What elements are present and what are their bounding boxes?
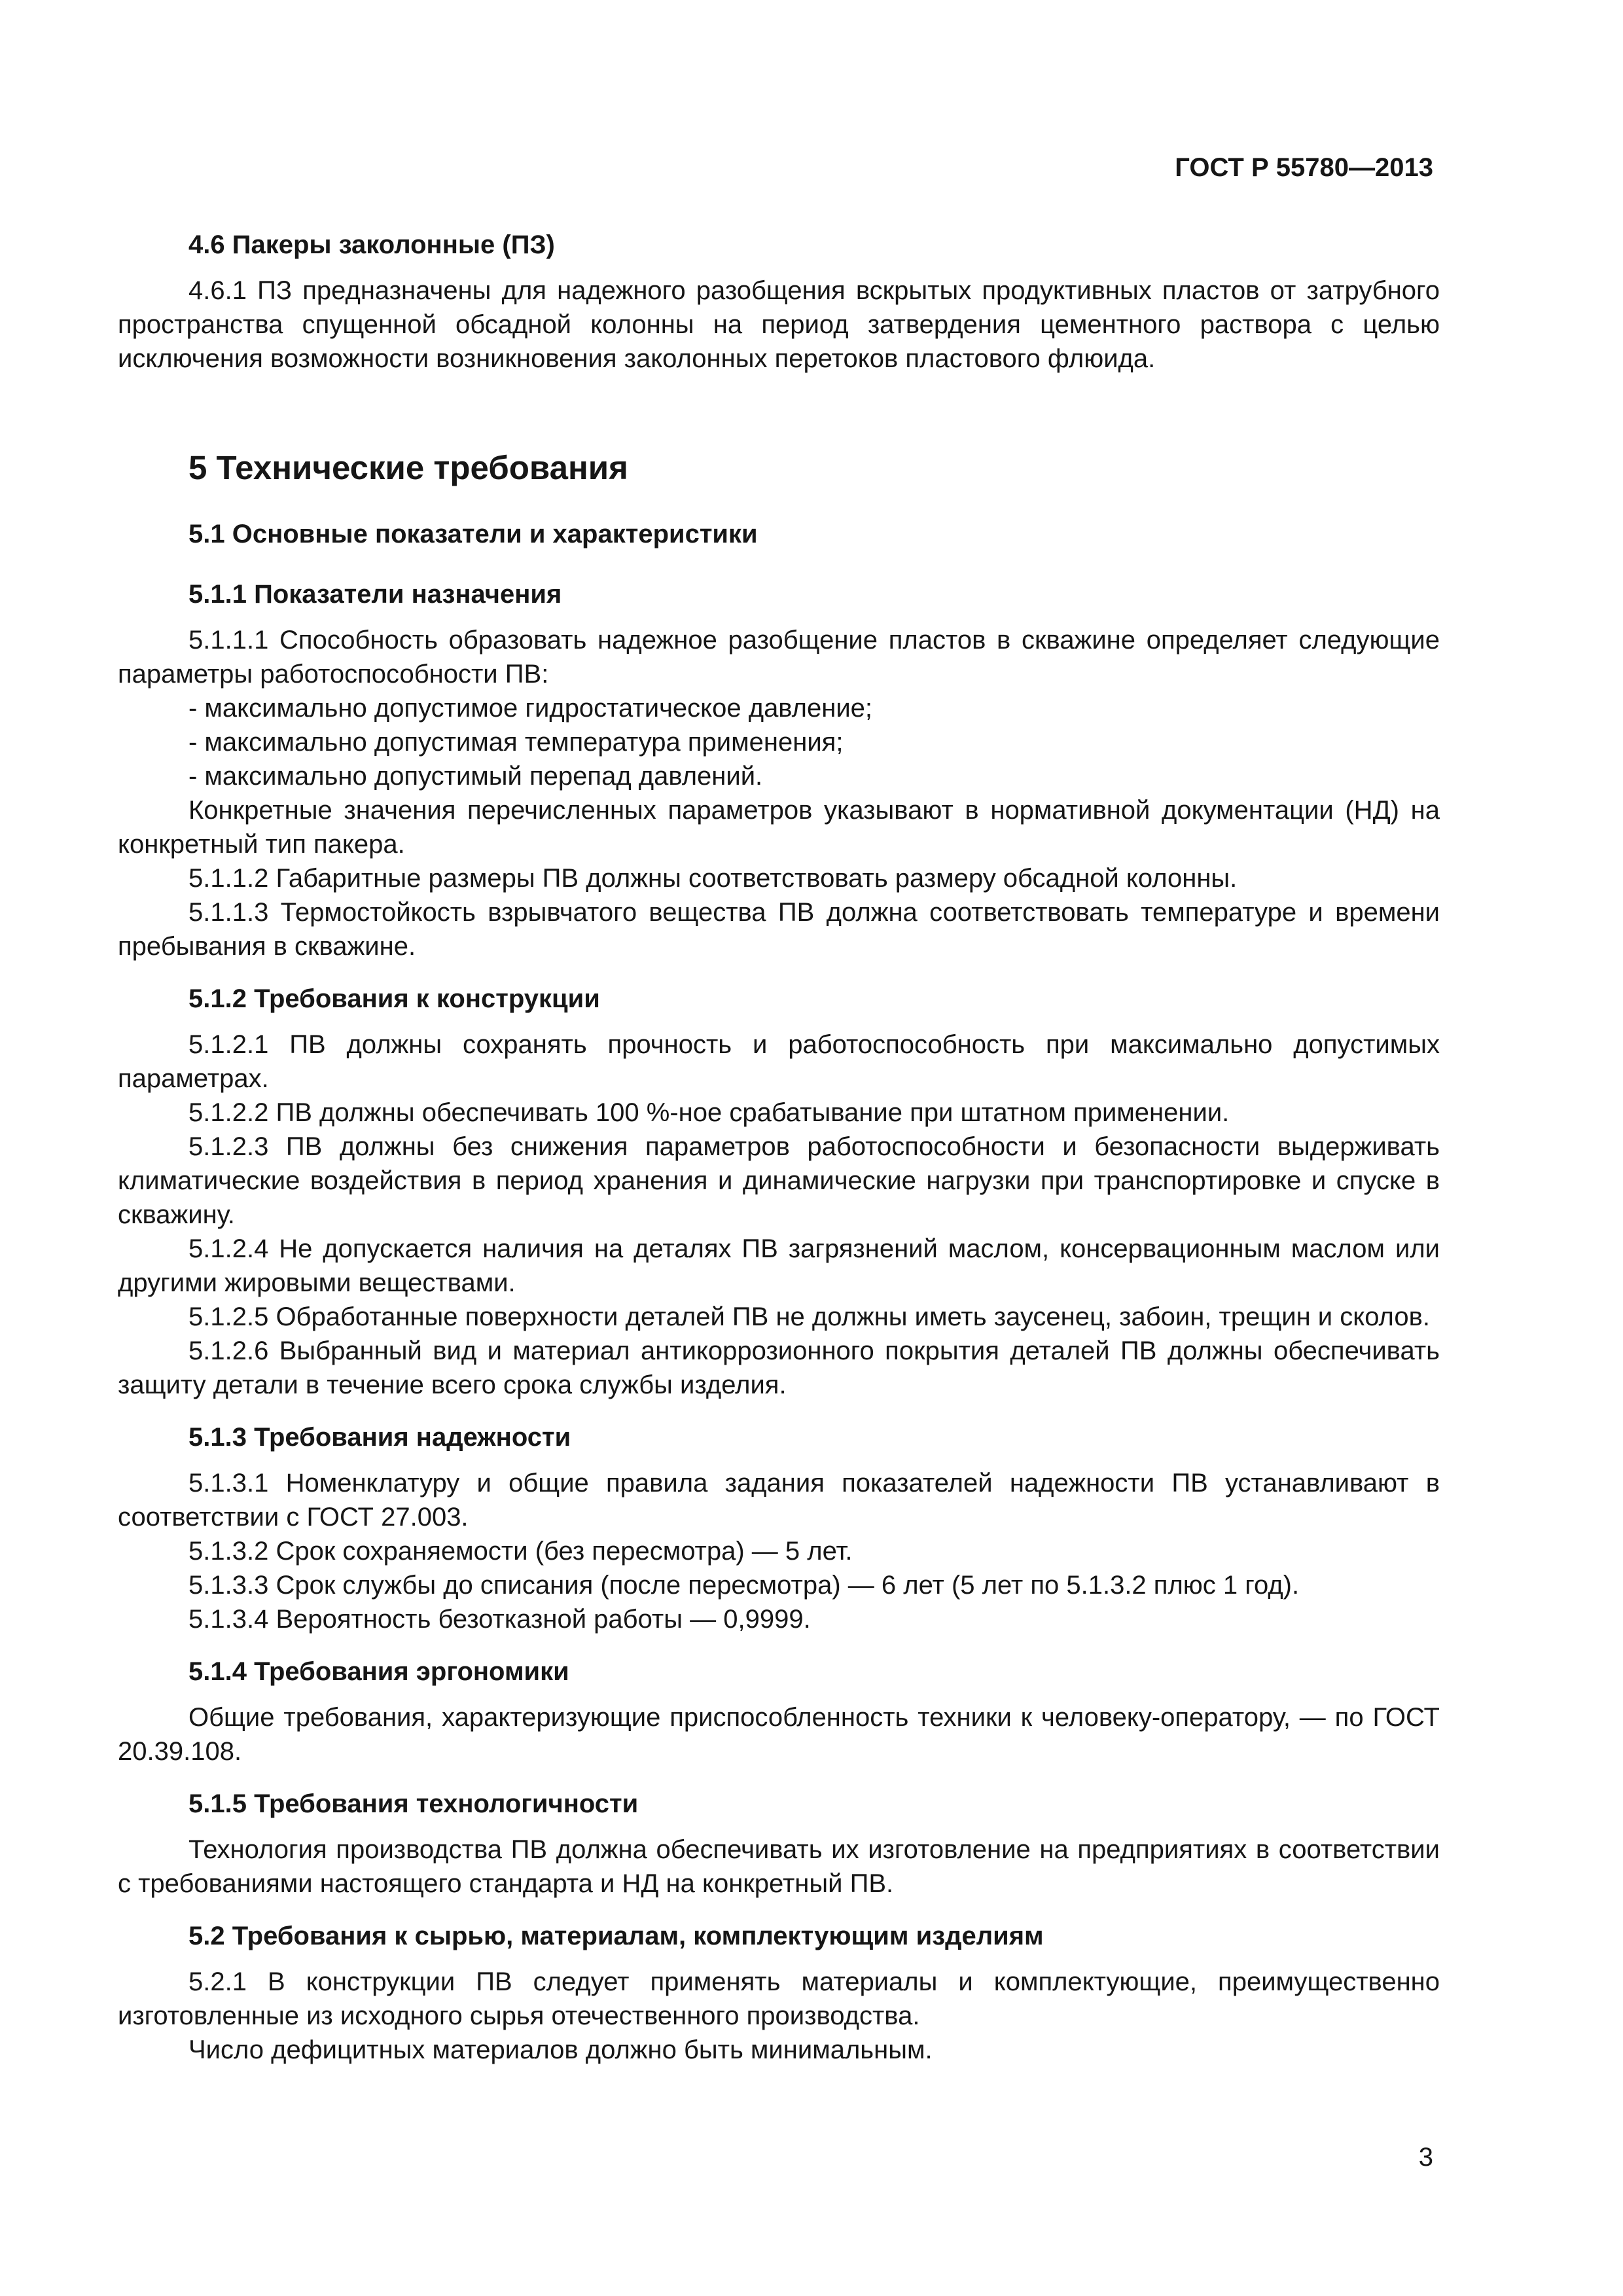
paragraph-4-6-1: 4.6.1 ПЗ предназначены для надежного разобщения вскрытых продуктивных пластов от затрубного пространства спущенной обсадной колонны на период затвердения цементного раствора с целью исключения возможности возникновения заколонных перетоков пластового флюида.: [118, 276, 1440, 373]
paragraph-5-1-2-5: 5.1.2.5 Обработанные поверхности деталей ПВ не должны иметь заусенец, забоин, трещин и сколов.: [188, 1302, 1430, 1331]
paragraph-5-2-1-note: Число дефицитных материалов должно быть минимальным.: [188, 2036, 933, 2064]
paragraph-5-1-3-4: 5.1.3.4 Вероятность безотказной работы — 0,9999.: [188, 1605, 811, 1634]
paragraph-5-1-1-1: 5.1.1.1 Способность образовать надежное разобщение пластов в скважине определяет следующие параметры работоспособности ПВ:: [118, 626, 1440, 689]
paragraph-5-1-2-4: 5.1.2.4 Не допускается наличия на деталях ПВ загрязнений маслом, консервационным маслом или другими жировыми веществами.: [118, 1234, 1440, 1297]
section-5-1-1-title: 5.1.1 Показатели назначения: [188, 580, 562, 609]
section-5-1-title: 5.1 Основные показатели и характеристики: [188, 520, 758, 548]
document-id-header: ГОСТ Р 55780—2013: [1175, 153, 1433, 182]
section-5-title: 5 Технические требования: [188, 449, 628, 486]
paragraph-5-1-3-1: 5.1.3.1 Номенклатуру и общие правила задания показателей надежности ПВ устанавливают в соответствии с ГОСТ 27.003.: [118, 1469, 1440, 1532]
paragraph-5-1-2-2: 5.1.2.2 ПВ должны обеспечивать 100 %-ное срабатывание при штатном применении.: [188, 1098, 1230, 1127]
page-number: 3: [1418, 2143, 1433, 2172]
list-item: - максимально допустимый перепад давлений.: [188, 762, 763, 791]
section-4-6-title: 4.6 Пакеры заколонные (ПЗ): [188, 230, 555, 259]
paragraph-5-1-5: Технология производства ПВ должна обеспечивать их изготовление на предприятиях в соответствии с требованиями настоящего стандарта и НД на конкретный ПВ.: [118, 1835, 1440, 1898]
paragraph-5-1-3-2: 5.1.3.2 Срок сохраняемости (без пересмотра) — 5 лет.: [188, 1537, 853, 1566]
paragraph-5-1-1-note: Конкретные значения перечисленных параметров указывают в нормативной документации (НД) на конкретный тип пакера.: [118, 796, 1440, 859]
paragraph-5-1-2-1: 5.1.2.1 ПВ должны сохранять прочность и работоспособность при максимально допустимых параметрах.: [118, 1030, 1440, 1093]
paragraph-5-1-1-3: 5.1.1.3 Термостойкость взрывчатого вещества ПВ должна соответствовать температуре и времени пребывания в скважине.: [118, 898, 1440, 961]
list-item: - максимально допустимая температура применения;: [188, 728, 844, 757]
section-5-1-3-title: 5.1.3 Требования надежности: [188, 1423, 571, 1452]
section-5-1-2-title: 5.1.2 Требования к конструкции: [188, 984, 600, 1013]
list-item: - максимально допустимое гидростатическое давление;: [188, 694, 873, 723]
paragraph-5-2-1: 5.2.1 В конструкции ПВ следует применять материалы и комплектующие, преимущественно изготовленные из исходного сырья отечественного производства.: [118, 1967, 1440, 2030]
paragraph-5-1-1-2: 5.1.1.2 Габаритные размеры ПВ должны соответствовать размеру обсадной колонны.: [188, 864, 1238, 893]
section-5-1-4-title: 5.1.4 Требования эргономики: [188, 1657, 569, 1686]
paragraph-5-1-3-3: 5.1.3.3 Срок службы до списания (после пересмотра) — 6 лет (5 лет по 5.1.3.2 плюс 1 год).: [188, 1571, 1300, 1600]
section-5-2-title: 5.2 Требования к сырью, материалам, комплектующим изделиям: [188, 1922, 1044, 1950]
paragraph-5-1-2-3: 5.1.2.3 ПВ должны без снижения параметров работоспособности и безопасности выдерживать климатические воздействия в период хранения и динамические нагрузки при транспортировке и спуске в скважину.: [118, 1132, 1440, 1229]
document-body: [118, 228, 1440, 2067]
paragraph-5-1-2-6: 5.1.2.6 Выбранный вид и материал антикоррозионного покрытия деталей ПВ должны обеспечивать защиту детали в течение всего срока службы изделия.: [118, 1336, 1440, 1399]
paragraph-5-1-4: Общие требования, характеризующие приспособленность техники к человеку-оператору, — по ГОСТ 20.39.108.: [118, 1703, 1440, 1766]
section-5-1-5-title: 5.1.5 Требования технологичности: [188, 1789, 639, 1818]
